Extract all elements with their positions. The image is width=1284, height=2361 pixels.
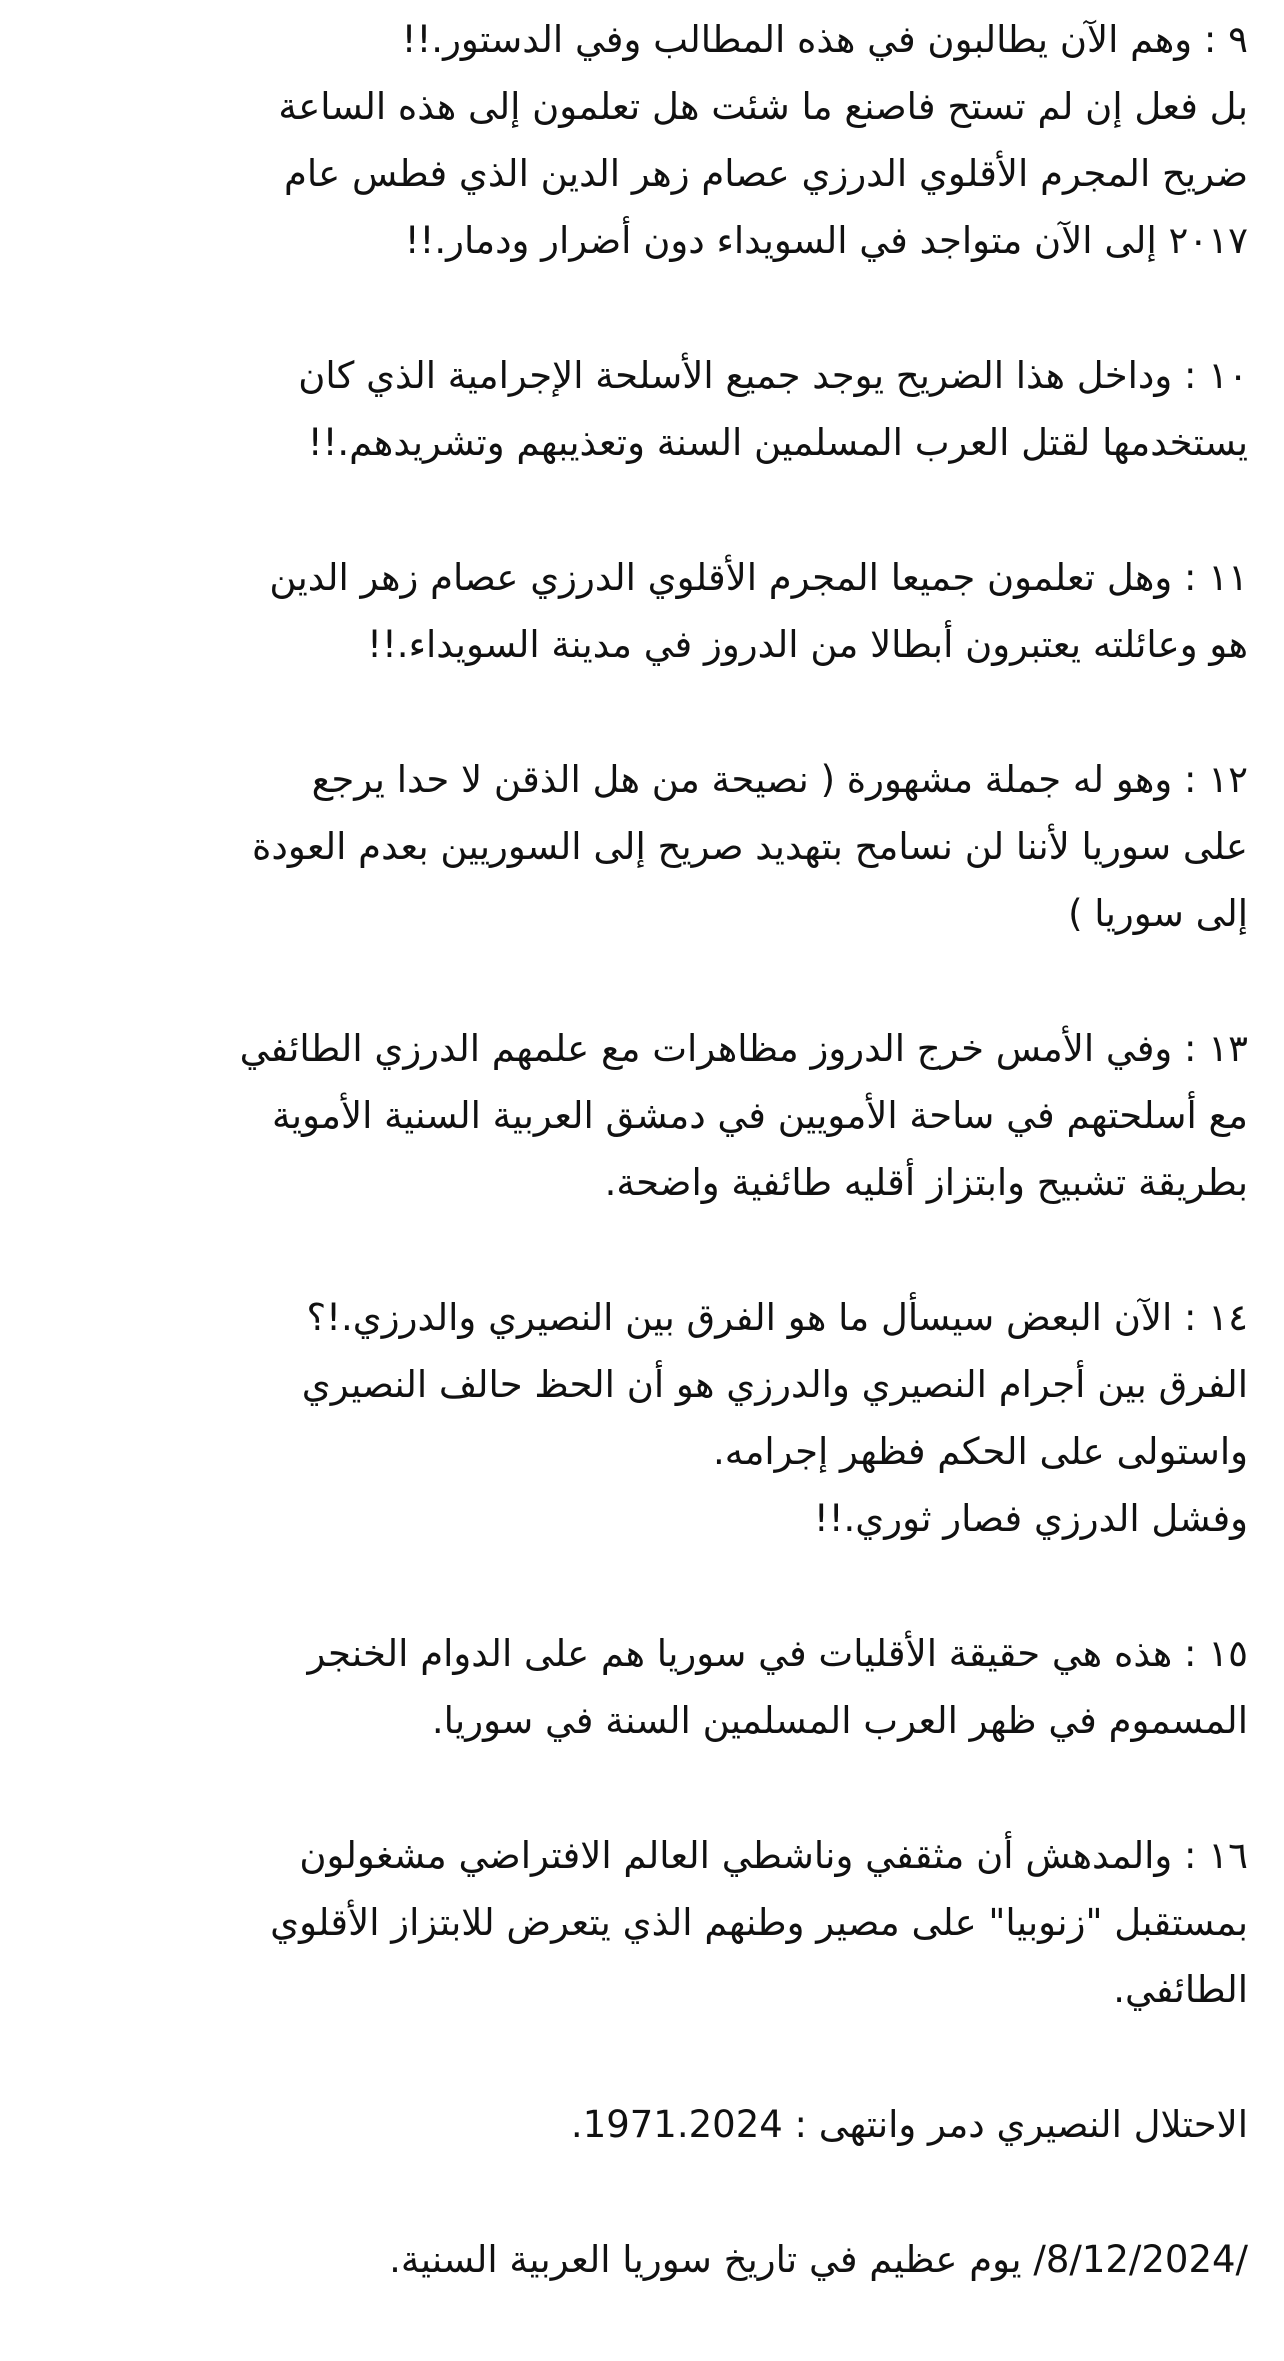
text-line: ١٥ : هذه هي حقيقة الأقليات في سوريا هم على الدوام الخنجر: [307, 1632, 1248, 1675]
text-line: ١٤ : الآن البعض سيسأل ما هو الفرق بين النصيري والدرزي.!؟: [306, 1296, 1248, 1339]
paragraph-14: [36, 1284, 1248, 1552]
paragraph-16: [36, 1822, 1248, 2023]
text-line: ضريح المجرم الأقلوي الدرزي عصام زهر الدين الذي فطس عام: [283, 152, 1248, 195]
text-line: وفشل الدرزي فصار ثوري.!!: [813, 1497, 1248, 1540]
paragraph-13: [36, 1015, 1248, 1216]
paragraph-12: [36, 746, 1248, 947]
text-line: على سوريا لأننا لن نسامح بتهديد صريح إلى السوريين بعدم العودة: [252, 825, 1248, 868]
text-line: ١٢ : وهو له جملة مشهورة ( نصيحة من هل الذقن لا حدا يرجع: [311, 758, 1248, 801]
text-line: هو وعائلته يعتبرون أبطالا من الدروز في مدينة السويداء.!!: [367, 623, 1248, 666]
text-line: المسموم في ظهر العرب المسلمين السنة في سوريا.: [431, 1699, 1248, 1742]
text-line: ١١ : وهل تعلمون جميعا المجرم الأقلوي الدرزي عصام زهر الدين: [269, 556, 1248, 599]
paragraph-9: [36, 6, 1248, 274]
text-line: ١٣ : وفي الأمس خرج الدروز مظاهرات مع علمهم الدرزي الطائفي: [239, 1027, 1248, 1070]
date-statement: [36, 2226, 1248, 2293]
text-line: ١٠ : وداخل هذا الضريح يوجد جميع الأسلحة الإجرامية الذي كان: [298, 354, 1248, 397]
text-line: ٩ : وهم الآن يطالبون في هذه المطالب وفي الدستور.!!: [401, 18, 1248, 61]
paragraph-11: [36, 544, 1248, 678]
text-line: الطائفي.: [1113, 1968, 1248, 2011]
text-line: ٢٠١٧ إلى الآن متواجد في السويداء دون أضرار ودمار.!!: [404, 219, 1248, 262]
text-line: الفرق بين أجرام النصيري والدرزي هو أن الحظ حالف النصيري: [301, 1363, 1248, 1406]
text-line: الاحتلال النصيري دمر وانتهى : 1971.2024.: [570, 2103, 1248, 2146]
occupation-statement: [36, 2091, 1248, 2158]
text-line: بل فعل إن لم تستح فاصنع ما شئت هل تعلمون إلى هذه الساعة: [278, 85, 1248, 128]
paragraph-15: [36, 1620, 1248, 1754]
text-line: بمستقبل "زنوبيا" على مصير وطنهم الذي يتعرض للابتزاز الأقلوي: [270, 1901, 1248, 1944]
post-body: [36, 6, 1248, 2361]
text-line: واستولى على الحكم فظهر إجرامه.: [712, 1430, 1248, 1473]
text-line: /8/12/2024/ يوم عظيم في تاريخ سوريا العربية السنية.: [389, 2238, 1248, 2281]
text-line: مع أسلحتهم في ساحة الأمويين في دمشق العربية السنية الأموية: [271, 1094, 1248, 1137]
paragraph-10: [36, 342, 1248, 476]
text-line: بطريقة تشبيح وابتزاز أقليه طائفية واضحة.: [604, 1161, 1248, 1204]
text-line: إلى سوريا ): [1068, 892, 1248, 935]
text-line: ١٦ : والمدهش أن مثقفي وناشطي العالم الافتراضي مشغولون: [299, 1834, 1248, 1877]
text-line: يستخدمها لقتل العرب المسلمين السنة وتعذيبهم وتشريدهم.!!: [307, 421, 1248, 464]
